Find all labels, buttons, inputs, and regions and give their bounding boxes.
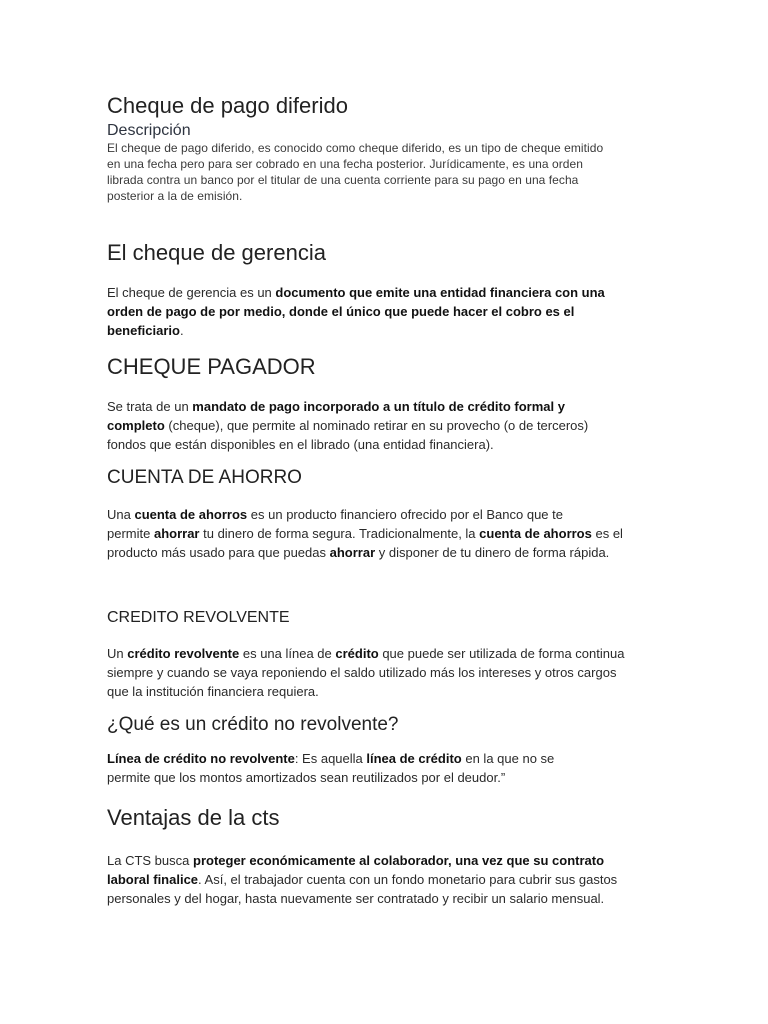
bold-run: ahorrar [153, 526, 200, 541]
section-credito-no-revolvente-title: ¿Qué es un crédito no revolvente? [107, 714, 399, 735]
section-cheque-diferido-title: Cheque de pago diferido [107, 93, 348, 118]
body-line: posterior a la de emisión. [107, 189, 243, 203]
body-line: librada contra un banco por el titular de una cuenta corriente para su pago en una fecha [107, 173, 579, 187]
bold-run: crédito revolvente [127, 646, 240, 661]
text-run: tu dinero de forma segura. Tradicionalmente, la [199, 526, 480, 541]
section-cheque-diferido-subtitle: Descripción [107, 122, 191, 139]
text-run: : Es aquella [294, 751, 367, 766]
section-ventajas-cts-title: Ventajas de la cts [107, 805, 280, 830]
text-run: La CTS busca [107, 853, 193, 868]
text-run: Un [107, 646, 128, 661]
bold-run: beneficiario [107, 323, 180, 338]
text-run: Se trata de un [107, 399, 193, 414]
text-run: . [179, 323, 184, 338]
text-run: y disponer de tu dinero de forma rápida. [375, 545, 610, 560]
text-run: . Así, el trabajador cuenta con un fondo monetario para cubrir sus gastos [198, 872, 618, 887]
body-line: El cheque de pago diferido, es conocido como cheque diferido, es un tipo de cheque emitido [107, 141, 604, 155]
bold-run: Línea de crédito no revolvente [107, 751, 295, 766]
bold-run: proteger económicamente al colaborador, una vez que su contrato [193, 853, 605, 868]
text-run: es una línea de [239, 646, 336, 661]
section-cheque-gerencia-title: El cheque de gerencia [107, 240, 326, 265]
section-credito-no-revolvente-body [107, 749, 667, 787]
section-cuenta-ahorro-title: CUENTA DE AHORRO [107, 467, 302, 488]
section-cheque-pagador-body [107, 397, 667, 454]
text-run: que puede ser utilizada de forma continua [378, 646, 625, 661]
text-run: personales y del hogar, hasta nuevamente ser contratado y recibir un salario mensual. [107, 891, 605, 906]
text-run: Una [107, 507, 135, 522]
text-run: permite [107, 526, 154, 541]
section-credito-revolvente-body [107, 644, 667, 701]
section-cheque-diferido-body [107, 140, 667, 204]
text-run: producto más usado para que puedas [107, 545, 330, 560]
bold-run: línea de crédito [366, 751, 462, 766]
section-cheque-pagador-title: CHEQUE PAGADOR [107, 354, 316, 379]
bold-run: mandato de pago incorporado a un título de crédito formal y [192, 399, 565, 414]
text-run: El cheque de gerencia es un [107, 285, 276, 300]
section-cuenta-ahorro-body [107, 505, 667, 562]
bold-run: laboral finalice [107, 872, 199, 887]
text-run: siempre y cuando se vaya reponiendo el saldo utilizado más los intereses y otros cargos [107, 665, 617, 680]
bold-run: ahorrar [329, 545, 376, 560]
section-credito-revolvente-title: CREDITO REVOLVENTE [107, 609, 290, 626]
text-run: en la que no se [461, 751, 555, 766]
text-run: que la institución financiera requiera. [107, 684, 319, 699]
text-run: es un producto financiero ofrecido por el Banco que te [247, 507, 563, 522]
bold-run: cuenta de ahorros [479, 526, 592, 541]
section-ventajas-cts-body [107, 851, 667, 908]
body-line: en una fecha pero para ser cobrado en una fecha posterior. Jurídicamente, es una orden [107, 157, 583, 171]
section-cheque-gerencia-body [107, 283, 667, 340]
bold-run: completo [107, 418, 165, 433]
text-run: es el [591, 526, 623, 541]
bold-run: documento que emite una entidad financiera con una [275, 285, 605, 300]
bold-run: cuenta de ahorros [134, 507, 248, 522]
bold-run: orden de pago de por medio, donde el único que puede hacer el cobro es el [107, 304, 575, 319]
text-run: (cheque), que permite al nominado retirar en su provecho (o de terceros) [164, 418, 589, 433]
bold-run: crédito [335, 646, 379, 661]
text-run: fondos que están disponibles en el librado (una entidad financiera). [107, 437, 494, 452]
text-run: permite que los montos amortizados sean reutilizados por el deudor.” [107, 770, 506, 785]
